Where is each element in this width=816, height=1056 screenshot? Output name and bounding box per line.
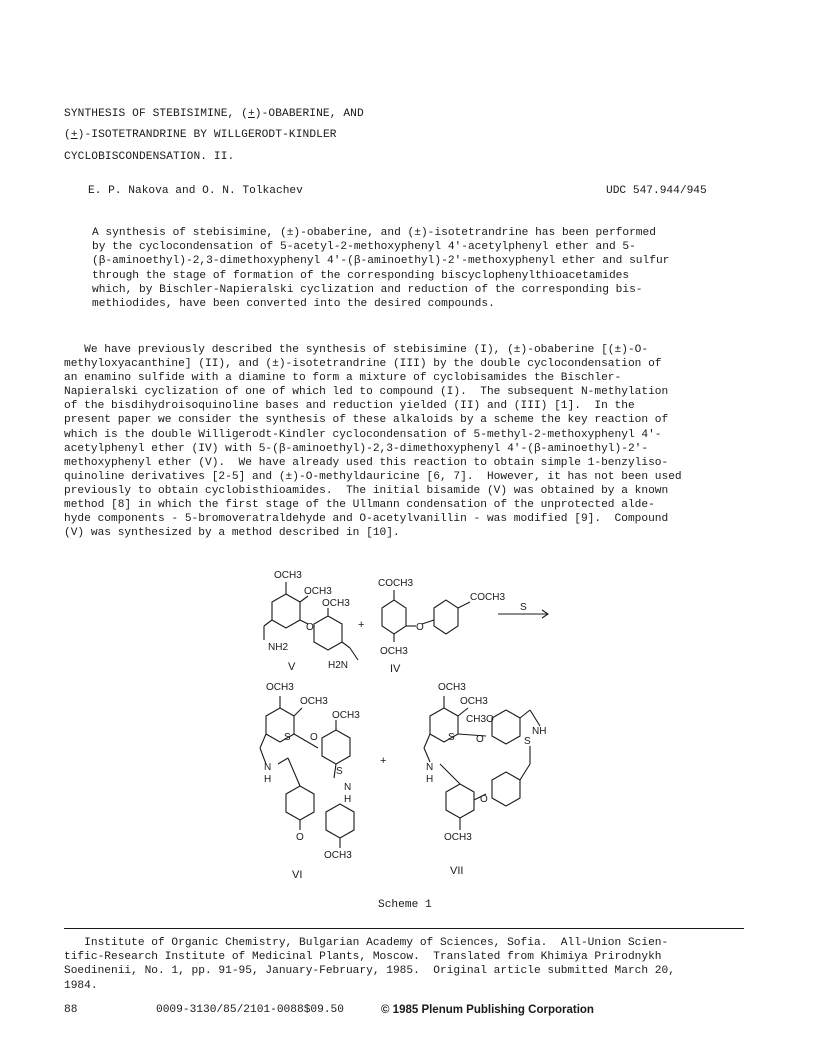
reagent-sulfur: S [520,602,527,613]
vii-s1: S [448,732,455,743]
vi-n1: N [264,762,272,773]
iv-ether-o: O [416,622,424,633]
vi-och3-top: OCH3 [266,682,294,693]
vi-och3-right: OCH3 [332,710,360,721]
vii-ether-o2: O [480,794,488,805]
page-number: 88 [64,1004,78,1016]
authors: E. P. Nakova and O. N. Tolkachev [88,185,303,197]
iv-coch3-right: COCH3 [470,592,506,603]
vii-och3-bottom: OCH3 [444,832,472,843]
copyright: © 1985 Plenum Publishing Corporation [381,1004,594,1016]
compound-iv [378,578,505,675]
label-v: V [288,661,296,673]
footnote-divider [64,928,744,929]
vi-och3-bottom: OCH3 [324,850,352,861]
v-nh2: NH2 [268,642,289,653]
vii-s2: S [524,736,531,747]
vi-s1: S [284,732,291,743]
v-och3-mid: OCH3 [304,586,332,597]
vi-h2: H [344,794,352,805]
v-ether-o: O [306,622,314,633]
vi-och3-mid: OCH3 [300,696,328,707]
vi-n2: N [344,782,352,793]
title-line-2: (+)-ISOTETRANDRINE BY WILLGERODT-KINDLER [64,129,337,141]
label-vii: VII [450,865,464,877]
udc-code: UDC 547.944/945 [606,185,707,197]
plus-sign-top: + [358,619,365,631]
compound-vii [424,682,546,877]
scheme-drawing [230,568,590,888]
vi-h1: H [264,774,272,785]
compound-vi [260,682,360,881]
vii-ch3o: CH3O [466,714,494,725]
abstract: A synthesis of stebisimine, (±)-obaberine, and (±)-isotetrandrine has been performed by the cyclocondensation of 5-acetyl-2-methoxyphenyl 4'-acetylphenyl ether and 5- (β-aminoethyl)-2,3-dimethoxyphenyl 4'-(β-aminoethyl)-2'-methoxyphenyl ether and sulfur through the stage of formation of the corresponding biscyclophenylthioacetamides which, by Bischler-Napieralski cyclization and reduction of the corresponding bis- methiodides, have been converted into the desired compounds. [92,227,670,311]
vii-ether-o1: O [476,734,484,745]
vii-och3-top: OCH3 [438,682,466,693]
body-paragraph: We have previously described the synthesis of stebisimine (I), (±)-obaberine [(±)-O- methyloxyacanthine] (II), and (±)-isotetrandrine (III) by the double cyclocondensation of an enamino sulfide with a diamine to form a mixture of cyclobisamides the Bischler- Napieralski cyclization of one of which led to compound (I). The subsequent N-methylation of the bisdihydroisoquinoline bases and reduction yielded (II) and (III) [1]. In the present paper we consider the synthesis of these alkaloids by a scheme the key reaction of which is the double Willigerodt-Kindler cyclocondensation of 5-methyl-2-methoxyphenyl 4'- acetylphenyl ether (IV) with 5-(β-aminoethyl)-2,3-dimethoxyphenyl 4'-(β-aminoethyl)-2'- methoxyphenyl ether (V). We have already used this reaction to obtain simple 1-benzyliso- quinoline derivatives [2-5] and (±)-O-methyldauricine [6, 7]. However, it has not been used previously to obtain cyclobisthioamides. The initial bisamide (V) was obtained by a known method [8] in which the first stage of the Ullmann condensation of the unprotected alde- hyde components - 5-bromoveratraldehyde and O-acetylvanillin - was modified [9]. Compound (V) was synthesized by a method described in [10]. [64,344,682,540]
iv-och3: OCH3 [380,646,408,657]
v-och3-top: OCH3 [274,570,302,581]
vii-och3-mid: OCH3 [460,696,488,707]
vii-nh: NH [532,726,547,737]
scheme-caption: Scheme 1 [378,899,432,911]
compound-v [264,570,358,673]
title-line-1: SYNTHESIS OF STEBISIMINE, (+)-OBABERINE, AND [64,108,364,120]
title-line-3: CYCLOBISCONDENSATION. II. [64,151,235,163]
affiliation-footnote: Institute of Organic Chemistry, Bulgarian Academy of Sciences, Sofia. All-Union Scien- tific-Research Institute of Medicinal Plants, Moscow. Translated from Khimiya Prirodnykh Soedinenii, No. 1, pp. 91-95, January-February, 1985. Original article submitted March 20, 1984. [64,937,675,992]
label-vi: VI [292,869,303,881]
label-iv: IV [390,663,401,675]
article-code: 0009-3130/85/2101-0088$09.50 [156,1004,344,1016]
reaction-scheme [230,568,590,888]
vi-ether-o1: O [310,732,318,743]
vi-ether-o2: O [296,832,304,843]
v-och3-right: OCH3 [322,598,350,609]
v-h2n: H2N [328,660,349,671]
vii-n: N [426,762,434,773]
plus-sign-bottom: + [380,755,387,767]
iv-coch3-left: COCH3 [378,578,414,589]
vii-h: H [426,774,434,785]
vi-s2: S [336,766,343,777]
